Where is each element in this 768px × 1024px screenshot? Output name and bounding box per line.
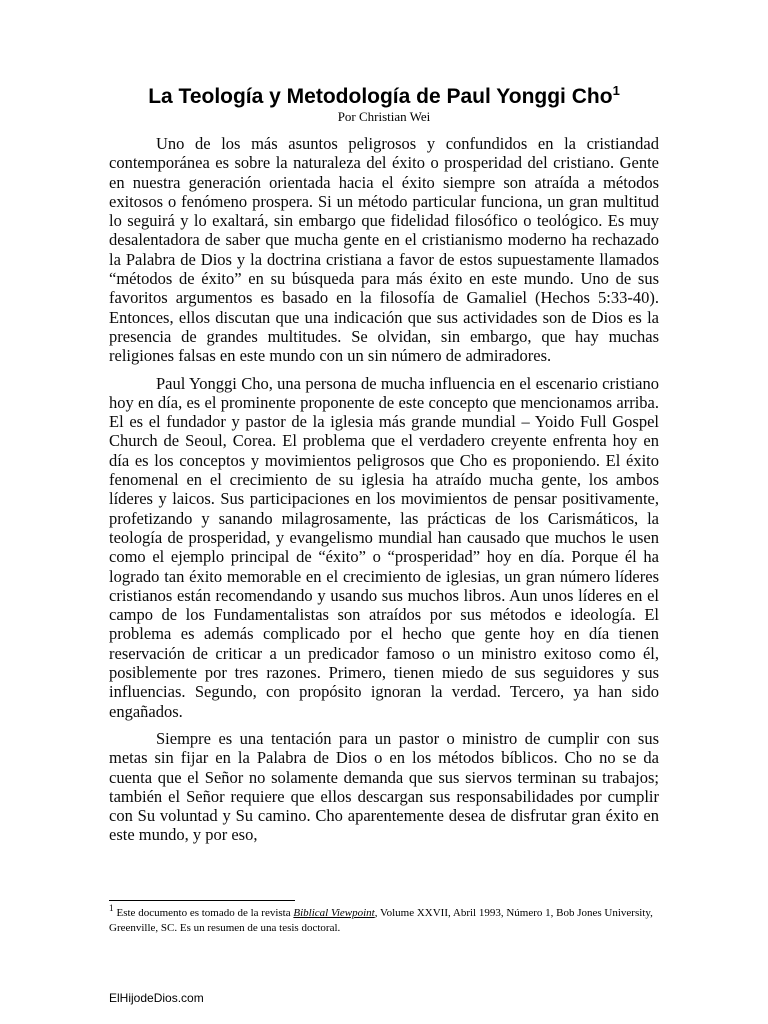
footnote-text-before: Este documento es tomado de la revista — [116, 907, 294, 919]
footnote-mark: 1 — [109, 903, 114, 914]
footnote — [109, 903, 659, 936]
document-body — [109, 134, 659, 853]
document-title — [0, 84, 768, 110]
paragraph-2: Paul Yonggi Cho, una persona de mucha influencia en el escenario cristiano hoy en día, es el prominente proponente de este concepto que mencionamos arriba. El es el fundador y pastor de la iglesia más grande mundial – Yoido Full Gospel Church de Seoul, Corea. El problema que el verdadero creyente enfrenta hoy en día es los conceptos y movimientos peligrosos que Cho es proponiendo. El éxito fenomenal en el crecimiento de su iglesia ha atraído mucha gente, los ambos líderes y laicos. Sus participaciones en los movimientos de pensar positivamente, profetizando y sanando milagrosamente, las prácticas de los Carismáticos, la teología de prosperidad, y evangelismo mundial han causado que muchos le usen como el ejemplo principal de “éxito” o “prosperidad” hoy en día. Porque él ha logrado tan éxito memorable en el crecimiento de iglesias, un gran número líderes cristianos están recomendando y usando sus muchos libros. Aun unos líderes en el campo de los Fundamentalistas son atraídos por sus métodos e ideología. El problema es además complicado por el hecho que gente hoy en día tienen reservación de criticar a un predicador famoso o un ministro exitoso como él, posiblemente por tres razones. Primero, tienen miedo de sus seguidores y sus influencias. Segundo, con propósito ignoran la verdad. Tercero, ya han sido engañados. — [109, 373, 659, 721]
paragraph-3: Siempre es una tentación para un pastor o ministro de cumplir con sus metas sin fijar en la Palabra de Dios o en los métodos bíblicos. Cho no se da cuenta que el Señor no solamente demanda que sus siervos terminan su trabajos; también el Señor requiere que ellos descargan sus responsabilidades por cumplir con Su voluntad y Su camino. Cho aparentemente desea de disfrutar gran éxito en este mundo, y por eso, — [109, 728, 659, 845]
footnote-divider — [109, 900, 295, 901]
title-footnote-mark[interactable]: 1 — [612, 83, 620, 98]
footnote-text-after: , Volume XXVII, Abril 1993, Número 1, Bob Jones University, Greenville, SC. Es un resumen de una tesis doctoral. — [109, 907, 653, 934]
site-footer: ElHijodeDios.com — [109, 991, 204, 1005]
title-text: La Teología y Metodología de Paul Yonggi Cho — [148, 85, 613, 108]
paragraph-1: Uno de los más asuntos peligrosos y confundidos en la cristiandad contemporánea es sobre la naturaleza del éxito o prosperidad del cristiano. Gente en nuestra generación orientada hacia el éxito siempre son atraída a métodos exitosos o fenómeno prospera. Si un método particular funciona, un gran multitud lo seguirá y lo exaltará, sin embargo que fidelidad filosófico o teológico. Es muy desalentadora de saber que mucha gente en el cristianismo moderno ha rechazado la Palabra de Dios y la doctrina cristiana a favor de estos supuestamente llamados “métodos de éxito” en su búsqueda para más éxito en este mundo. Uno de sus favoritos argumentos es basado en la filosofía de Gamaliel (Hechos 5:33-40). Entonces, ellos discutan que una indicación que sus actividades son de Dios es la presencia de grandes multitudes. Se olvidan, sin embargo, que hay muchas religiones falsas en este mundo con un sin número de admiradores. — [109, 134, 659, 366]
author-line: Por Christian Wei — [337, 109, 431, 124]
footnote-journal-link[interactable]: Biblical Viewpoint — [293, 907, 375, 919]
